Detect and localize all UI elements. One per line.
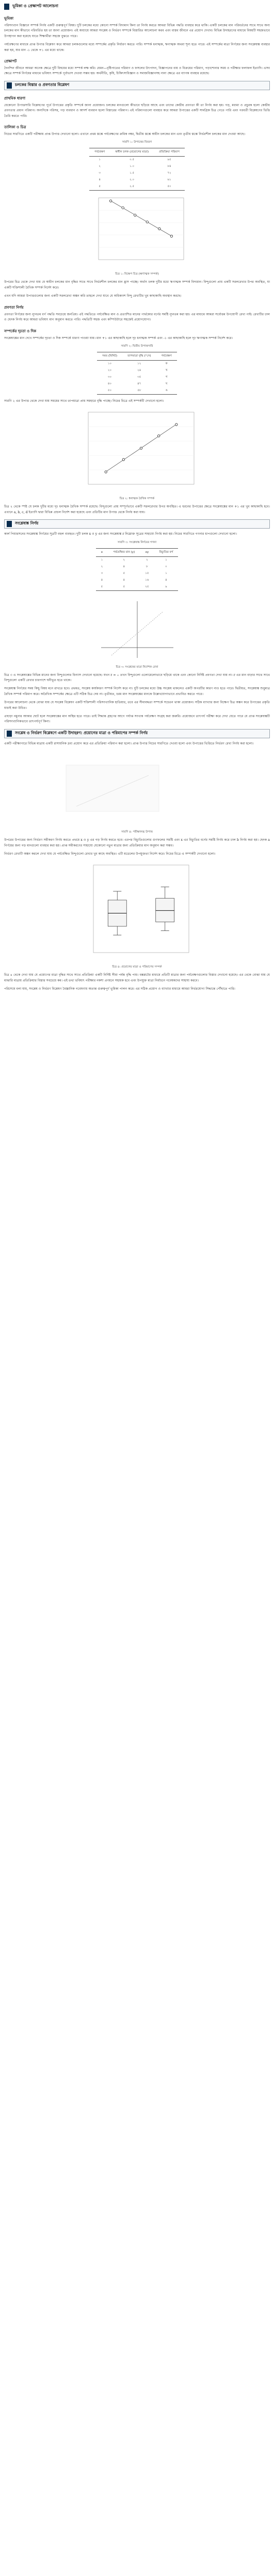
data-point xyxy=(170,235,172,238)
table-cell: ১ xyxy=(99,158,101,162)
table-cell: ৬১ xyxy=(167,178,171,182)
table-cell: ৮৪ xyxy=(167,165,171,168)
data-point xyxy=(134,214,136,216)
paragraph: নিচের সারণিতে একটি পরীক্ষায় প্রাপ্ত উপাত্ত দেখানো হলো। এখানে প্রথম স্তম্ভে পর্যবেক্ষণের ক্রমিক নম্বর, দ্বিতীয় স্তম্ভে স্বাধীন চলকের মান এবং তৃতীয় স্তম্ভে নির্ভরশীল চলকের মান দেওয়া আছে। xyxy=(4,132,246,137)
table-cell: ১৬ xyxy=(145,578,149,582)
subheading: প্রেক্ষাপট xyxy=(4,59,17,64)
figure-block xyxy=(4,750,270,827)
table-cell: ৮ xyxy=(146,565,148,568)
table-cell: ৪ xyxy=(101,578,103,582)
paragraph: যেকোনো উপাত্তসারি বিশ্লেষণের পূর্বে উপাত্তের প্রকৃতি সম্পর্কে জানা প্রয়োজন। চলকের মানগুলো কীভাবে ছড়িয়ে আছে এবং তাদের কেন্দ্রীয় প্রবণতা কী তা নির্ণয় করা হয়। গড়, মধ্যমা ও প্রচুরক হলো কেন্দ্রীয় প্রবণতার প্রধান পরিমাপ। অন্যদিকে পরিসর, গড় ব্যবধান ও আদর্শ ব্যবধান হলো বিস্তারের পরিমাপ। এই পরিমাপগুলো ব্যবহার করে আমরা উপাত্তের একটি সামগ্রিক চিত্র পেতে পারি এবং পরবর্তী বিশ্লেষণের ভিত্তি তৈরি করতে পারি। xyxy=(4,103,270,118)
table-cell: ০ xyxy=(165,565,167,568)
paragraph: এখন যদি আমরা উপাত্তগুলোর জন্য একটি সরলরেখা অঙ্কন করি তাহলে দেখা যাবে যে অধিকাংশ বিন্দু রেখাটির খুব কাছাকাছি অবস্থান করছে। xyxy=(4,294,182,298)
table-caption: সারণি ২: দ্বিতীয় উপাত্তসারি xyxy=(121,344,153,348)
table-cell: ঙ xyxy=(156,387,177,395)
table-cell: ৪৭ xyxy=(137,382,141,385)
table-cell: ৫ xyxy=(89,183,110,191)
paragraph: সংশ্লেষাঙ্কের মান দেখে সম্পর্কের দৃঢ়তা ও দিক সম্পর্কে ধারণা পাওয়া যায়। মান +১ এর কাছাকাছি হলে দৃঢ় ধনাত্মক সম্পর্ক এবং -১ এর কাছাকাছি হলে দৃঢ় ঋণাত্মক সম্পর্ক নির্দেশ করে। xyxy=(4,336,233,340)
table-row xyxy=(89,170,185,177)
table-cell: ৫০ xyxy=(97,387,122,395)
figure-caption: চিত্র ৩: সংশ্লেষের মাত্রা নির্দেশক রেখা xyxy=(116,665,158,669)
section-title: ভূমিকা ও প্রেক্ষাপট আলোচনা xyxy=(12,4,58,8)
data-table-1 xyxy=(89,148,185,191)
table-caption: সারণি ১: উপাত্তের বিবরণ xyxy=(122,141,152,144)
table-cell: ২৫ xyxy=(140,584,154,591)
section-heading-4 xyxy=(4,729,270,738)
section-title: সংশ্লেষাঙ্ক নির্ণয় xyxy=(15,521,39,526)
table-cell: ১ xyxy=(165,571,167,575)
table-cell: ৪ xyxy=(165,578,167,582)
table-header-cell: পর্যবেক্ষণ xyxy=(156,352,177,360)
table-cell: ২.৫ xyxy=(110,183,154,191)
paragraph: সংশ্লেষাঙ্ক নির্ণয়ের সময় কিছু বিষয় মনে রাখতে হবে। প্রথমত, সংশ্লেষ কার্যকারণ সম্পর্ক নির্দেশ করে না। দুটি চলকের মধ্যে উচ্চ সংশ্লেষ থাকলেও একটি অপরটির কারণ নাও হতে পারে। দ্বিতীয়ত, সংশ্লেষাঙ্ক শুধুমাত্র রৈখিক সম্পর্ক পরিমাপ করে। অরৈখিক সম্পর্কের ক্ষেত্রে এটি সঠিক চিত্র দেয় না। তৃতীয়ত, চরম মান সংশ্লেষাঙ্কের মানকে উল্লেখযোগ্যভাবে প্রভাবিত করতে পারে। xyxy=(4,687,270,696)
subheading: তালিকা ও চিত্র xyxy=(4,125,26,130)
table-row xyxy=(97,367,177,374)
table-cell: ২৪ xyxy=(137,368,141,372)
paragraph: চিত্র ৪ থেকে দেখা যায় যে প্রয়োগের মাত্রা বৃদ্ধির সাথে সাথে প্রতিক্রিয়া একটি নির্দিষ্ট সীমা পর্যন্ত বৃদ্ধি পায়। বক্সপ্লটের মাধ্যমে প্রতিটি মাত্রার জন্য পর্যবেক্ষণগুলোর বিস্তার দেখানো হয়েছে। এর থেকে বোঝা যায় যে মাঝারি মাত্রায় প্রতিক্রিয়ার বিস্তার সবচেয়ে কম। এই তথ্য ভবিষ্যৎ পরীক্ষার নকশা প্রণয়নে সহায়ক হবে এবং উপযুক্ত মাত্রা নির্বাচনে গবেষকদের সাহায্য করবে। xyxy=(4,973,270,982)
table-header-cell: বিচ্যুতির বর্গ xyxy=(154,548,179,556)
table-row xyxy=(96,570,179,577)
table-cell: ২০ xyxy=(107,368,112,372)
figure-caption: চিত্র ১: বিক্ষেপ চিত্র (ঋণাত্মক সম্পর্ক) xyxy=(115,273,159,276)
paragraph: উপরের আলোচনা থেকে বোঝা যায় যে সংশ্লেষ বিশ্লেষণ একটি শক্তিশালী পরিসংখ্যানিক হাতিয়ার, তবে এর সীমাবদ্ধতা সম্পর্কে সচেতন থাকা প্রয়োজন। সঠিক ব্যাখ্যার জন্য বিক্ষেপ চিত্র অঙ্কন করে উপাত্তের প্রকৃতি যাচাই করা উচিত। xyxy=(4,701,270,710)
paragraph: উপরের উপাত্তের জন্য নির্ভরণ সমীকরণ নির্ণয় করতে প্রথমে x ও y এর গড় নির্ণয় করতে হবে। এরপর বিচ্যুতিগুলোর গুণফলের সমষ্টি এবং x এর বিচ্যুতির বর্গের সমষ্টি নির্ণয় করে ঢাল b নির্ণয় করা হয়। ছেদক a নির্ণয়ের জন্য গড় মানগুলো ব্যবহার করা হয়। প্রাপ্ত সমীকরণের সাহায্যে যেকোনো নতুন মাত্রার জন্য প্রতিক্রিয়ার মান অনুমান করা সম্ভব। xyxy=(4,838,270,848)
table-row xyxy=(89,183,185,191)
table-cell: ঘ xyxy=(166,382,168,385)
table-cell: ৯৫ xyxy=(167,158,171,162)
paragraph: নির্ভরণ রেখাটি অঙ্কন করলে দেখা যায় যে পর্যবেক্ষিত বিন্দুগুলো রেখার খুব কাছে অবস্থিত। এটি মডেলের উপযুক্ততা নির্দেশ করে। নিচের চিত্রে এ সম্পর্কটি দেখানো হলো। xyxy=(4,852,216,856)
paragraph: উপরের চিত্র থেকে দেখা যায় যে স্বাধীন চলকের মান বৃদ্ধির সাথে সাথে নির্ভরশীল চলকের মান হ্রাস পাচ্ছে। অর্থাৎ চলক দুটির মধ্যে ঋণাত্মক সম্পর্ক বিদ্যমান। বিন্দুগুলো প্রায় একটি সরলরেখার উপর অবস্থিত, যা একটি শক্তিশালী রৈখিক সম্পর্ক নির্দেশ করে। xyxy=(4,280,270,290)
box xyxy=(155,899,174,922)
data-point xyxy=(175,423,177,426)
table-header-cell: প্রতিক্রিয়া পরিমাপ xyxy=(154,148,185,157)
paragraph: দৈনন্দিন জীবনে আমরা অনেক ক্ষেত্রে দুটি বিষয়ের মধ্যে সম্পর্ক লক্ষ করি। যেমন—বৃষ্টিপাতের পরিমাণ ও ফসলের উৎপাদন, বিজ্ঞাপনের ব্যয় ও বিক্রয়ের পরিমাণ, পড়াশোনার সময় ও পরীক্ষার ফলাফল ইত্যাদি। এসব ক্ষেত্রে সম্পর্ক নির্ণয়ের মাধ্যমে ভবিষ্যৎ সম্পর্কে পূর্বাভাস দেওয়া সম্ভব হয়। অর্থনীতি, কৃষি, চিকিৎসাবিজ্ঞান ও সমাজবিজ্ঞানসহ নানা ক্ষেত্রে এর ব্যাপক ব্যবহার রয়েছে। xyxy=(4,66,270,76)
table-row xyxy=(97,374,177,381)
paragraph: পর্যবেক্ষণের মাধ্যমে প্রাপ্ত উপাত্ত বিশ্লেষণ করে আমরা চলকগুলোর মধ্যে সম্পর্কের প্রকৃতি নির্ধারণ করতে পারি। সম্পর্ক ধনাত্মক, ঋণাত্মক অথবা শূন্য হতে পারে। এই সম্পর্কের মাত্রা নির্ণয়ের জন্য সংশ্লেষাঙ্ক ব্যবহার করা হয়, যার মান -১ থেকে +১ এর মধ্যে থাকে। xyxy=(4,43,270,52)
table-row xyxy=(97,387,177,395)
table-header-cell: পর্যবেক্ষণ xyxy=(89,148,110,157)
axis-diagram xyxy=(96,596,179,663)
figure-caption: চিত্র ৪: প্রয়োগের মাত্রা ও পরিমাপের সম্পর্ক xyxy=(112,965,162,969)
table-cell: ০.৫ xyxy=(130,158,135,162)
data-point xyxy=(140,447,142,449)
table-cell: গ xyxy=(165,375,168,379)
paragraph: পরিশেষে বলা যায়, সংশ্লেষ ও নির্ভরণ বিশ্লেষণ বৈজ্ঞানিক গবেষণায় অত্যন্ত গুরুত্বপূর্ণ ভূমিকা পালন করে। এর সঠিক প্রয়োগ ও ব্যাখ্যার মাধ্যমে আমরা নির্ভরযোগ্য সিদ্ধান্তে পৌঁছাতে পারি। xyxy=(4,987,235,991)
scatter-chart-1 xyxy=(86,193,189,270)
table-cell: ১৫ xyxy=(145,571,149,575)
table-row xyxy=(97,360,177,367)
figure-caption: সারণি ৪: পরীক্ষালব্ধ উপাত্ত xyxy=(121,831,153,834)
table-cell: ৩৫ xyxy=(137,375,141,379)
document-content xyxy=(4,2,270,995)
section-heading-1 xyxy=(4,3,270,10)
paragraph: একটি পরীক্ষাগারে বিভিন্ন মাত্রায় একটি রাসায়নিক দ্রব্য প্রয়োগ করে এর প্রতিক্রিয়া পরিমাপ করা হলো। প্রাপ্ত উপাত্ত নিচের সারণিতে দেওয়া হলো এবং উপাত্তের ভিত্তিতে নির্ভরণ রেখা নির্ণয় করা হলো। xyxy=(4,741,254,745)
table-cell: ৩ xyxy=(101,571,103,575)
plot-frame xyxy=(93,865,189,953)
table-cell: ১ xyxy=(165,558,167,562)
table-cell: ৫৮ xyxy=(122,387,156,395)
subheading: প্রাথমিক ধারণা xyxy=(4,96,26,100)
table-cell: ২ xyxy=(101,565,103,568)
table-header-cell: সময় (মিনিট) xyxy=(97,352,122,360)
table-cell: ২ xyxy=(146,558,148,562)
paragraph: কার্ল পিয়ারসনের সংশ্লেষাঙ্ক নির্ণয়ের সূত্রটি বহুল ব্যবহৃত। দুটি চলক x ও y এর জন্য সংশ্লেষাঙ্ক r নিম্নোক্ত সূত্রের সাহায্যে নির্ণয় করা হয়। নিচের সারণিতে গণনার ধাপগুলো দেখানো হলো। xyxy=(4,532,237,536)
section-marker xyxy=(7,82,12,89)
table-cell: ৪ xyxy=(123,578,125,582)
section-title: চলকের বিস্তার ও প্রবণতার বিশ্লেষণ xyxy=(15,82,70,87)
table-row xyxy=(96,577,179,584)
table-cell: ১ xyxy=(101,558,103,562)
data-point xyxy=(109,200,111,202)
table-cell: ৯ xyxy=(154,584,179,591)
section-marker xyxy=(7,731,12,737)
table-row xyxy=(89,157,185,164)
section-heading-2 xyxy=(4,81,270,90)
table-row xyxy=(89,163,185,170)
subheading: প্রবণতা নির্ণয় xyxy=(4,305,24,310)
faint-figure xyxy=(4,750,270,827)
table-cell: ৫০ xyxy=(154,183,185,191)
paragraph: পরিসংখ্যান বিজ্ঞানে সম্পর্ক নির্ণয় একটি গুরুত্বপূর্ণ বিষয়। দুটি চলকের মধ্যে কোনো সম্পর্ক বিদ্যমান কিনা তা নির্ণয় করতে আমরা বিভিন্ন পদ্ধতি ব্যবহার করে থাকি। একটি চলকের মান পরিবর্তনের সাথে সাথে অন্য চলকের মান কীভাবে পরিবর্তিত হয় তা জানা প্রয়োজন। এই অধ্যায়ে আমরা সংশ্লেষ ও নির্ভরণ সম্পর্কে বিস্তারিত আলোচনা করব এবং বাস্তব জীবনে এর প্রয়োগ দেখাব। বিভিন্ন উদাহরণের মাধ্যমে বিষয়টি সহজভাবে উপস্থাপন করা হয়েছে যাতে শিক্ষার্থীরা সহজে বুঝতে পারে। xyxy=(4,24,270,38)
table-caption: সারণি ৩: সংশ্লেষাঙ্ক নির্ণয়ের গণনা xyxy=(117,540,157,544)
table-header-cell: স্বাধীন চলক (প্রয়োগের মাত্রা) xyxy=(110,148,154,157)
table-cell: ১২ xyxy=(137,362,141,365)
data-point xyxy=(146,221,148,223)
table-cell: ৪ xyxy=(123,565,125,568)
trend-line xyxy=(110,201,171,236)
table-cell: ৭২ xyxy=(167,172,171,175)
paragraph: এছাড়া নমুনার আকার ছোট হলে সংশ্লেষাঙ্কের মান অস্থির হতে পারে। তাই সিদ্ধান্ত গ্রহণের আগে পর্যাপ্ত সংখ্যক পর্যবেক্ষণ সংগ্রহ করা জরুরি। প্রয়োজনে তাৎপর্য পরীক্ষা করে দেখা যেতে পারে যে প্রাপ্ত সংশ্লেষাঙ্কটি পরিসংখ্যানিকভাবে তাৎপর্যপূর্ণ কিনা। xyxy=(4,714,270,724)
table-cell: ৩ xyxy=(99,172,101,175)
table-row xyxy=(96,564,179,570)
table-cell: ৫ xyxy=(123,571,125,575)
data-point xyxy=(122,459,124,461)
section-marker xyxy=(7,521,12,527)
table-cell: ২.০ xyxy=(130,178,135,182)
data-table-3 xyxy=(96,548,179,591)
table-row xyxy=(97,381,177,387)
paragraph: প্রবণতা নির্ণয়ের জন্য ন্যূনতম বর্গ পদ্ধতি সবচেয়ে জনপ্রিয়। এই পদ্ধতিতে পর্যবেক্ষিত মান ও প্রত্যাশিত মানের পার্থক্যের বর্গের সমষ্টি ন্যূনতম করা হয়। এর মাধ্যমে আমরা সর্বোত্তম উপযোগী রেখা পাই। রেখাটির ঢাল ও ছেদক নির্ণয় করে আমরা ভবিষ্যৎ মান অনুমান করতে পারি। পদ্ধতিটি সহজ এবং কম্পিউটারে সহজেই প্রয়োগযোগ্য। xyxy=(4,312,270,322)
figure-caption: চিত্র ২: ধনাত্মক রৈখিক সম্পর্ক xyxy=(119,497,155,501)
table-row xyxy=(96,584,179,591)
table-cell: ২ xyxy=(123,558,125,562)
data-point xyxy=(104,471,106,473)
section-heading-3 xyxy=(4,519,270,529)
subheading: ভূমিকা xyxy=(4,16,14,21)
data-table-2 xyxy=(97,352,177,395)
subheading: সম্পর্কের দৃঢ়তা ও দিক xyxy=(4,329,37,333)
section-title: সংশ্লেষ ও নির্ভরণ বিশ্লেষণে একটি উদাহরণ: প্রয়োগের মাত্রা ও পরিমাপের সম্পর্ক নির্ণয় xyxy=(15,730,148,735)
table-cell: ক xyxy=(165,362,168,365)
table-header-cell: x xyxy=(96,548,108,556)
table-header-cell: পর্যবেক্ষিত মান (y) xyxy=(108,548,140,556)
table-cell: ৫ xyxy=(96,584,108,591)
data-point xyxy=(121,207,123,209)
data-point xyxy=(157,435,159,437)
table-row xyxy=(89,177,185,183)
table-cell: ৪ xyxy=(99,178,101,182)
paragraph: সারণি ২ এর উপাত্ত থেকে দেখা যায় সময়ের সাথে তাপমাত্রা প্রায় সমহারে বৃদ্ধি পাচ্ছে। নিচের চিত্রে এই সম্পর্কটি দেখানো হলো। xyxy=(4,399,164,403)
table-cell: ৫ xyxy=(108,584,140,591)
table-cell: ৩০ xyxy=(107,375,112,379)
table-cell: ১.০ xyxy=(130,165,135,168)
scatter-chart-2 xyxy=(75,407,199,495)
table-header-cell: তাপমাত্রা বৃদ্ধি (°সে) xyxy=(122,352,156,360)
section-marker xyxy=(4,4,9,10)
table-cell: ৪০ xyxy=(107,382,112,385)
data-point xyxy=(158,228,160,230)
table-cell: ২ xyxy=(99,165,101,168)
table-cell: ১০ xyxy=(107,362,112,365)
paragraph: চিত্র ৩ এ সংশ্লেষাঙ্কের বিভিন্ন মানের জন্য বিন্দুগুলোর বিন্যাস দেখানো হয়েছে। যখন r = ০ তখন বিন্দুগুলো এলোমেলোভাবে ছড়িয়ে থাকে এবং কোনো নির্দিষ্ট প্রবণতা দেখা যায় না। r এর মান বাড়ার সাথে সাথে বিন্দুগুলো একটি রেখার চারপাশে ঘনীভূত হতে থাকে। xyxy=(4,673,270,682)
table-cell: ১.৫ xyxy=(130,172,135,175)
box-plot-chart xyxy=(80,860,194,963)
table-header-cell: xy xyxy=(140,548,154,556)
paragraph: চিত্র ২ থেকে স্পষ্ট যে চলক দুটির মধ্যে দৃঢ় ধনাত্মক রৈখিক সম্পর্ক রয়েছে। বিন্দুগুলো প্রায় সম্পূর্ণভাবে একটি সরলরেখার উপর অবস্থিত। এ ধরনের উপাত্তের ক্ষেত্রে সংশ্লেষাঙ্কের মান +১ এর খুব কাছাকাছি হবে। এখানে a, b, c, d ইত্যাদি দ্বারা বিভিন্ন প্রাচল নির্দেশ করা হয়েছে এবং প্রতিটির মান উপাত্ত থেকে নির্ণয় করা যায়। xyxy=(4,505,270,514)
plot-frame xyxy=(99,198,184,260)
table-cell: খ xyxy=(165,368,168,372)
table-row xyxy=(96,556,179,564)
